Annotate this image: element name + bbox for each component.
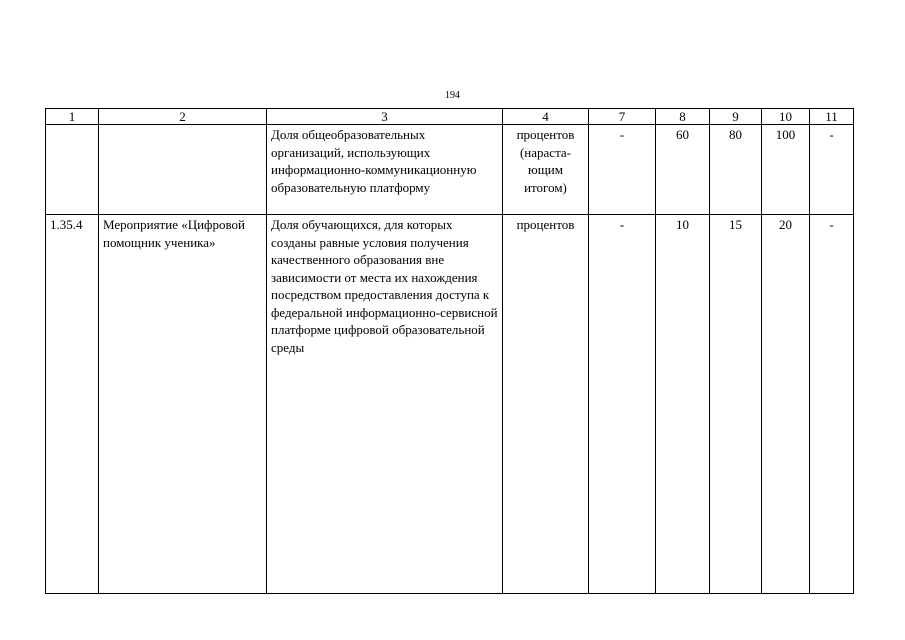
header-cell: 1 [46, 109, 99, 125]
value-cell-10: 20 [762, 215, 810, 594]
row-number-cell: 1.35.4 [46, 215, 99, 594]
value-cell-7: - [589, 125, 656, 215]
row-number-cell [46, 125, 99, 215]
event-cell [99, 125, 267, 215]
table-header-row [46, 109, 854, 125]
header-cell: 8 [656, 109, 710, 125]
event-cell: Мероприятие «Цифровой помощник ученика» [99, 215, 267, 594]
unit-cell: процентов (нараста-ющим итогом) [503, 125, 589, 215]
indicators-table [45, 108, 854, 594]
value-cell-7: - [589, 215, 656, 594]
header-cell: 9 [710, 109, 762, 125]
value-cell-9: 15 [710, 215, 762, 594]
header-cell: 4 [503, 109, 589, 125]
table-row [46, 215, 854, 594]
header-cell: 7 [589, 109, 656, 125]
header-cell: 11 [810, 109, 854, 125]
unit-cell: процентов [503, 215, 589, 594]
table-row [46, 125, 854, 215]
value-cell-11: - [810, 215, 854, 594]
value-cell-8: 10 [656, 215, 710, 594]
value-cell-9: 80 [710, 125, 762, 215]
value-cell-8: 60 [656, 125, 710, 215]
header-cell: 2 [99, 109, 267, 125]
page-number: 194 [445, 90, 460, 101]
value-cell-10: 100 [762, 125, 810, 215]
header-cell: 3 [267, 109, 503, 125]
indicator-cell: Доля общеобразовательных организаций, использующих информационно-коммуникационную образовательную платформу [267, 125, 503, 215]
indicator-cell: Доля обучающихся, для которых созданы равные условия получения качественного образования вне зависимости от места их нахождения посредством предоставления доступа к федеральной информационно-сервисной платформе цифровой образовательной среды [267, 215, 503, 594]
header-cell: 10 [762, 109, 810, 125]
value-cell-11: - [810, 125, 854, 215]
